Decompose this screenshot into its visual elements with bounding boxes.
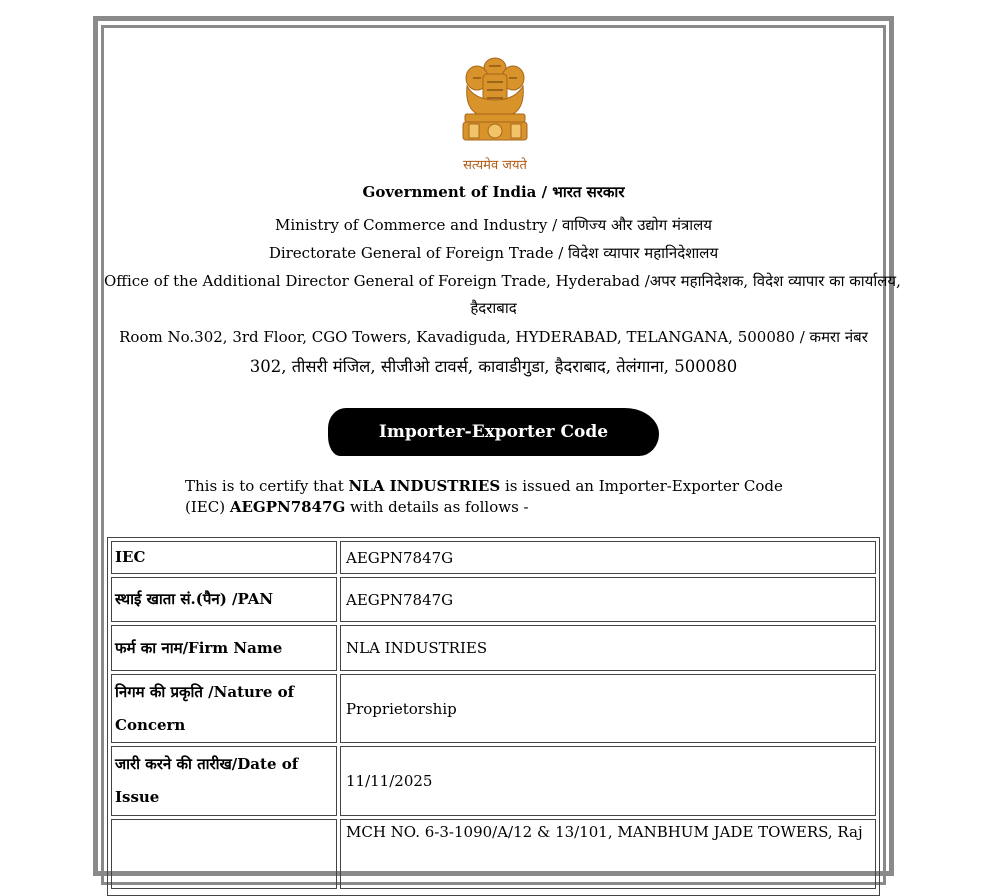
iec-details-table [107,537,880,896]
table-row [111,577,876,622]
table-row [111,625,876,671]
row-value: Proprietorship [340,674,876,743]
certified-iec: AEGPN7847G [229,498,346,516]
government-heading: Government of India / भारत सरकार [362,183,625,201]
ashoka-emblem-icon [455,52,535,152]
row-value: NLA INDUSTRIES [340,625,876,671]
certification-statement: This is to certify that NLA INDUSTRIES is issued an Importer-Exporter Code (IEC) AEGPN7847G with details as follows - [185,477,783,516]
national-motto: सत्यमेव जयते [463,158,527,173]
table-row [111,746,876,816]
table-row [111,674,876,743]
row-label: फर्म का नाम/Firm Name [111,625,337,671]
ministry-line: Ministry of Commerce and Industry / वाणिज्य और उद्योग मंत्रालय [275,216,712,234]
row-label: IEC [111,541,337,574]
row-value: AEGPN7847G [340,577,876,622]
directorate-line: Directorate General of Foreign Trade / विदेश व्यापार महानिदेशालय [268,244,719,262]
address-line-2: 302, तीसरी मंजिल, सीजीओ टावर्स, कावाडीगुडा, हैदराबाद, तेलंगाना, 500080 [249,357,738,376]
document-title-banner: Importer-Exporter Code [328,408,659,456]
row-label: निगम की प्रकृति /Nature of Concern [111,674,337,743]
row-value: MCH NO. 6-3-1090/A/12 & 13/101, MANBHUM JADE TOWERS, Raj [340,819,876,889]
office-line-2: हैदराबाद [470,299,517,317]
row-value: 11/11/2025 [340,746,876,816]
table-row [111,541,876,574]
row-label: जारी करने की तारीख/Date of Issue [111,746,337,816]
certified-firm-name: NLA INDUSTRIES [348,477,501,495]
address-line-1: Room No.302, 3rd Floor, CGO Towers, Kavadiguda, HYDERABAD, TELANGANA, 500080 / कमरा नंबर [119,328,868,346]
row-value: AEGPN7847G [340,541,876,574]
office-line-1: Office of the Additional Director General of Foreign Trade, Hyderabad /अपर महानिदेशक, विदेश व्यापार का कार्यालय, [104,272,901,290]
row-label: स्थाई खाता सं.(पैन) /PAN [111,577,337,622]
table-row [111,819,876,889]
row-label [111,819,337,889]
